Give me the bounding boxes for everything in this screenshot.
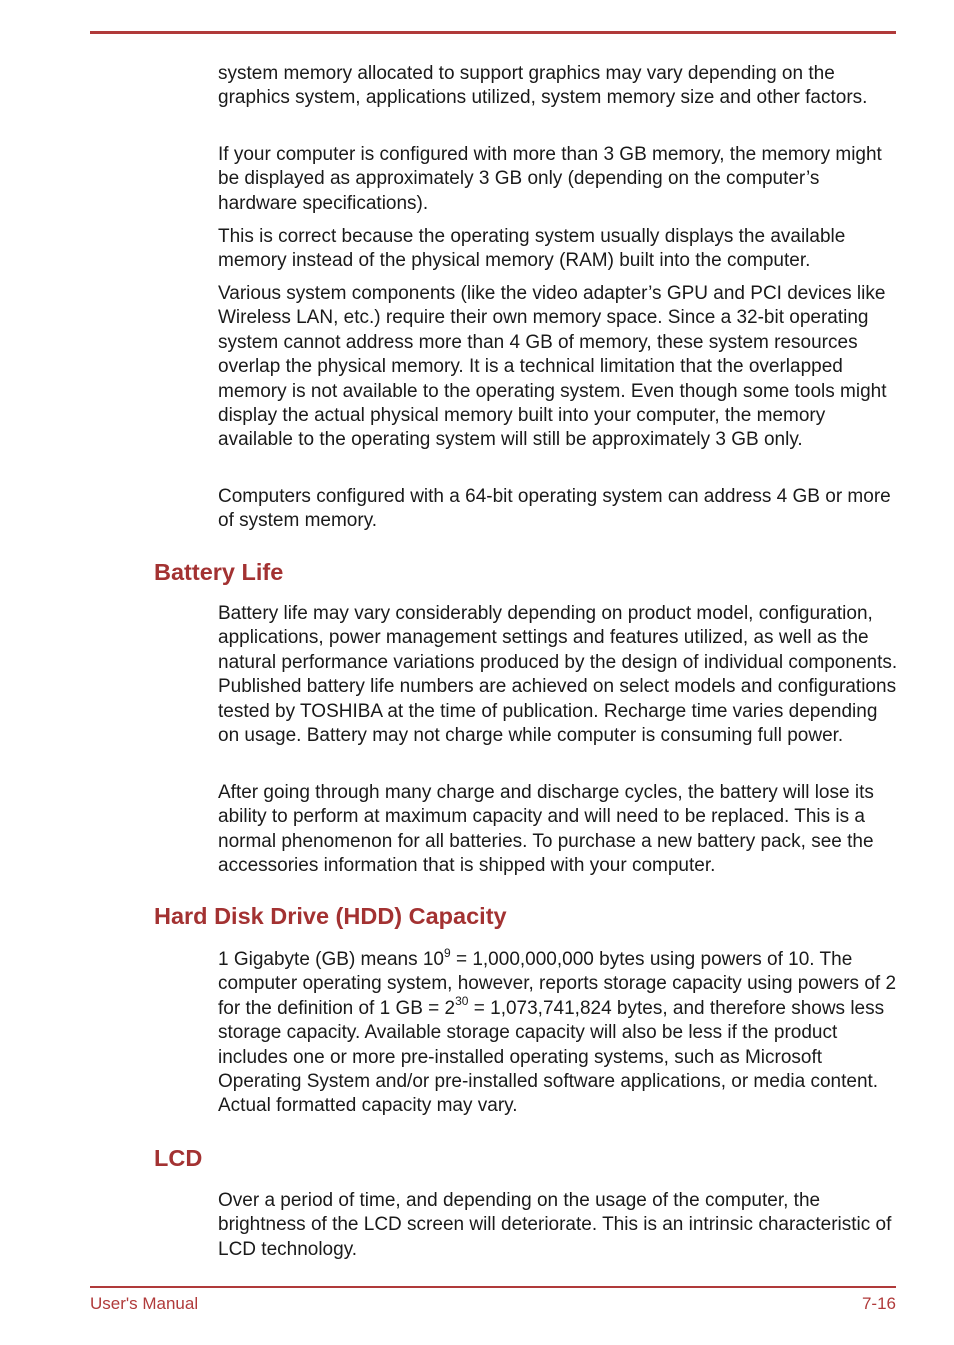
section-heading-battery-life: Battery Life (154, 559, 284, 585)
lcd-paragraph: Over a period of time, and depending on the usage of the computer, the brightness of the LCD screen will deteriorate. This is an intrinsic characteristic of LCD technology. (218, 1190, 892, 1260)
header-rule (90, 31, 896, 34)
hdd-superscript-9: 9 (444, 945, 451, 960)
hdd-text-part-3: = 1,073,741,824 bytes, and therefore shows less storage capacity. Available storage capacity will also be less if the product includes one or more pre-installed operating systems, such as Microsoft Operating System and/or pre-installed software applications, or media content. Actual formatted capacity may vary. (218, 997, 885, 1117)
section-heading-hdd-capacity: Hard Disk Drive (HDD) Capacity (154, 903, 507, 929)
intro-paragraph-5: Computers configured with a 64-bit operating system can address 4 GB or more of system memory. (218, 486, 891, 532)
intro-paragraph-4: Various system components (like the video adapter’s GPU and PCI devices like Wireless LAN, etc.) require their own memory space. Since a 32-bit operating system cannot address more than 4 GB of memory, these system resources overlap the physical memory. It is a technical limitation that the overlapped memory is not available to the operating system. Even though some tools might display the actual physical memory built into your computer, the memory available to the operating system will still be approximately 3 GB only. (218, 283, 887, 451)
battery-paragraph-2: After going through many charge and discharge cycles, the battery will lose its ability to perform at maximum capacity and will need to be replaced. This is a normal phenomenon for all batteries. To purchase a new battery pack, see the accessories information that is shipped with your computer. (218, 782, 874, 877)
footer-page-number: 7-16 (861, 1294, 896, 1313)
footer-manual-title: User's Manual (90, 1294, 199, 1313)
hdd-text-part-2: = 1,000,000,000 bytes using powers of 10. The computer operating system, however, reports storage capacity using powers of 2 for the definition of 1 GB = 2 (218, 949, 897, 1019)
hdd-text-part-1: 1 Gigabyte (GB) means 10 (218, 949, 444, 970)
intro-paragraph-1: system memory allocated to support graphics may vary depending on the graphics system, applications utilized, system memory size and other factors. (218, 63, 868, 109)
section-heading-lcd: LCD (154, 1145, 203, 1171)
hdd-superscript-30: 30 (455, 994, 469, 1009)
intro-paragraph-2: If your computer is configured with more than 3 GB memory, the memory might be displayed as approximately 3 GB only (depending on the computer’s hardware specifications). (218, 144, 882, 214)
battery-paragraph-1: Battery life may vary considerably depending on product model, configuration, applications, power management settings and features utilized, as well as the natural performance variations produced by the design of individual components. Published battery life numbers are achieved on select models and configurations tested by TOSHIBA at the time of publication. Recharge time varies depending on usage. Battery may not charge while computer is consuming full power. (218, 603, 898, 747)
hdd-paragraph (218, 945, 898, 1119)
footer-rule (90, 1286, 896, 1288)
intro-paragraph-3: This is correct because the operating system usually displays the available memory instead of the physical memory (RAM) built into the computer. (218, 226, 846, 272)
